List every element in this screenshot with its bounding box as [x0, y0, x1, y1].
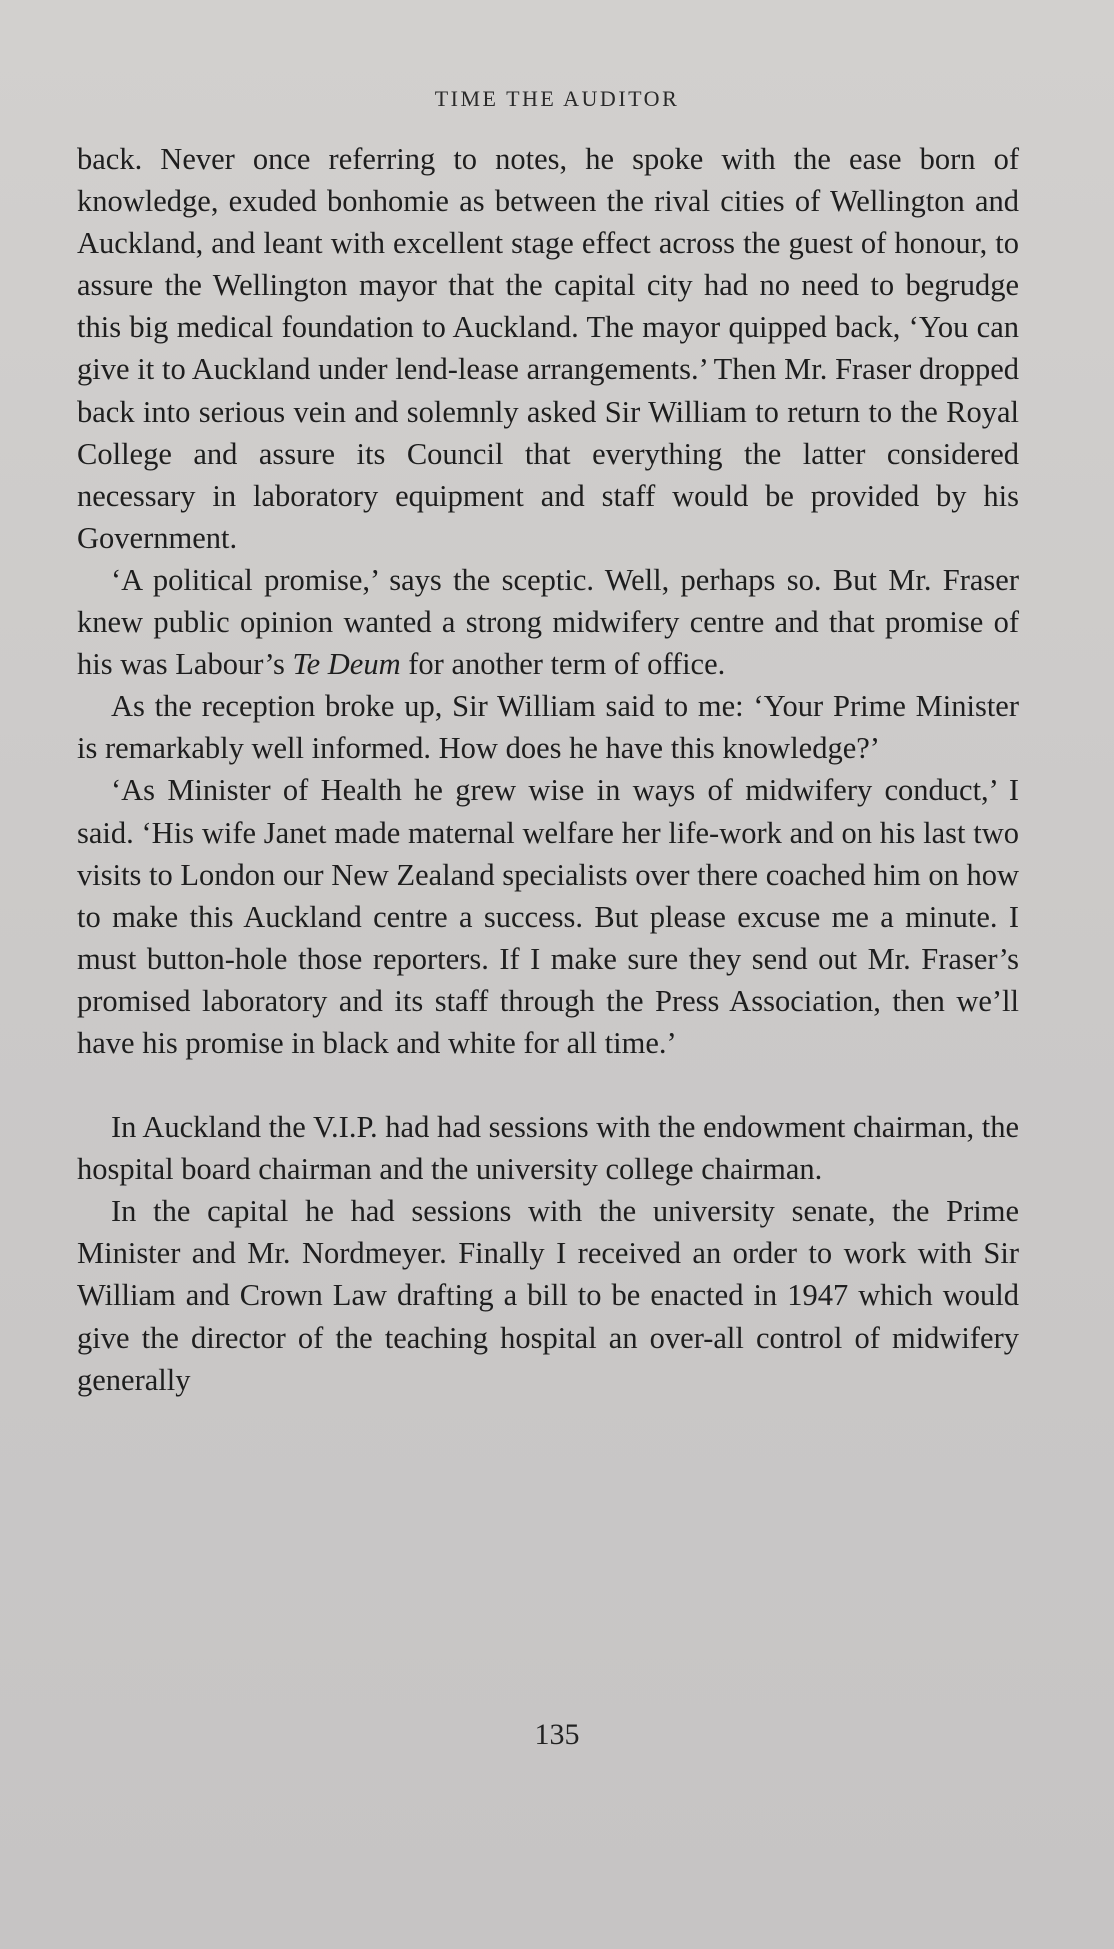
paragraph-2	[77, 559, 1019, 685]
paragraph-3: As the reception broke up, Sir William said to me: ‘Your Prime Minister is remarkably well informed. How does he have this knowledge?’	[77, 689, 1019, 766]
section-break	[77, 1064, 1019, 1106]
paragraph-1: back. Never once referring to notes, he spoke with the ease born of knowledge, exuded bonhomie as between the rival cities of Wellington and Auckland, and leant with excellent stage effect across the guest of honour, to assure the Wellington mayor that the capital city had no need to begrudge this big medical foundation to Auckland. The mayor quipped back, ‘You can give it to Auckland under lend-lease arrangements.’ Then Mr. Fraser dropped back into serious vein and solemnly asked Sir William to return to the Royal College and assure its Council that everything the latter considered necessary in laboratory equipment and staff would be provided by his Government.	[77, 142, 1019, 555]
body-text	[77, 138, 1019, 1401]
running-head: TIME THE AUDITOR	[434, 86, 680, 111]
paragraph-6: In the capital he had sessions with the university senate, the Prime Minister and Mr. Nordmeyer. Finally I received an order to work with Sir William and Crown Law drafting a bill to be enacted in 1947 which would give the director of the teaching hospital an over-all control of midwifery generally	[77, 1194, 1019, 1397]
paragraph-4: ‘As Minister of Health he grew wise in ways of midwifery conduct,’ I said. ‘His wife Janet made maternal welfare her life-work and on his last two visits to London our New Zealand specialists over there coached him on how to make this Auckland centre a success. But please excuse me a minute. I must button-hole those reporters. If I make sure they send out Mr. Fraser’s promised laboratory and its staff through the Press Association, then we’ll have his promise in black and white for all time.’	[77, 773, 1019, 1060]
paragraph-2-start: ‘A political promise,’ says the sceptic. Well, perhaps so. But Mr. Fraser knew public opinion wanted a strong midwifery centre and that promise of his was Labour’s	[77, 562, 1019, 682]
paragraph-2-italic: Te Deum	[292, 647, 401, 682]
paragraph-5: In Auckland the V.I.P. had had sessions with the endowment chairman, the hospital board chairman and the university college chairman.	[77, 1110, 1019, 1187]
paragraph-2-end: for another term of office.	[400, 647, 726, 682]
page-number: 135	[534, 1718, 580, 1751]
